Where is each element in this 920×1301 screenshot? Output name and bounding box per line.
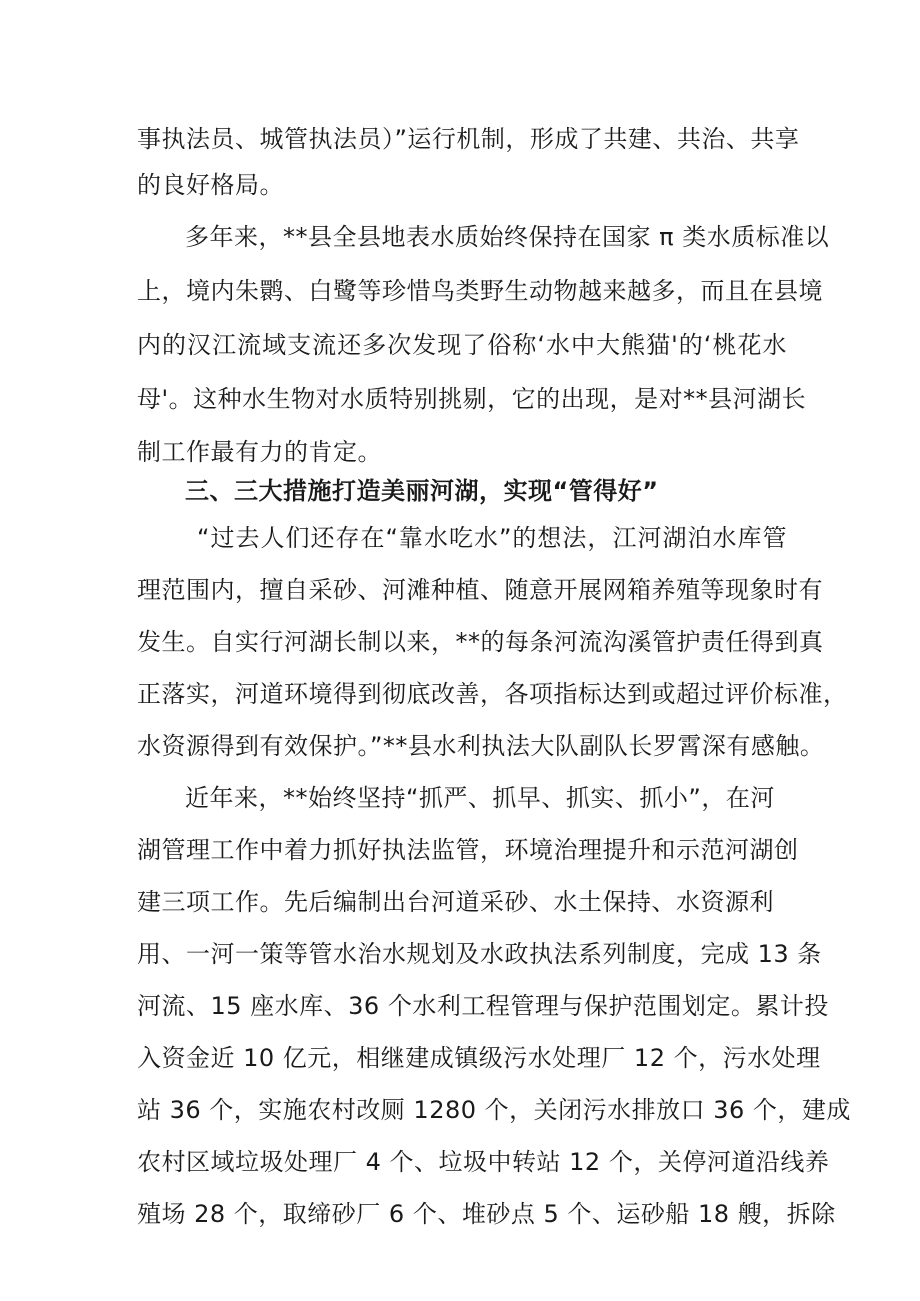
paragraph-3-line-2: 理范围内，擅自采砂、河滩种植、随意开展网箱养殖等现象时有	[137, 576, 823, 604]
paragraph-2-line-5: 制工作最有力的肯定。	[137, 438, 382, 466]
paragraph-1-line-1: 事执法员、城管执法员）”运行机制，形成了共建、共治、共享	[137, 125, 800, 153]
paragraph-4-line-4: 用、一河一策等管水治水规划及水政执法系列制度，完成 13 条	[137, 940, 822, 968]
paragraph-3-line-1: “过去人们还存在“靠水吃水”的想法，江河湖泊水库管	[197, 524, 787, 552]
paragraph-4-line-8: 农村区域垃圾处理厂 4 个、垃圾中转站 12 个，关停河道沿线养	[137, 1148, 830, 1176]
paragraph-2-line-1: 多年来，**县全县地表水质始终保持在国家 π 类水质标准以	[185, 223, 830, 251]
paragraph-2-line-2: 上，境内朱鹮、白鹭等珍惜鸟类野生动物越来越多，而且在县境	[137, 277, 823, 305]
paragraph-3-line-4: 正落实，河道环境得到彻底改善，各项指标达到或超过评价标准，	[137, 680, 848, 708]
paragraph-2-line-4: 母'。这种水生物对水质特别挑剔，它的出现，是对**县河湖长	[137, 385, 807, 413]
paragraph-3-line-3: 发生。自实行河湖长制以来，**的每条河流沟溪管护责任得到真	[137, 628, 824, 656]
section-heading: 三、三大措施打造美丽河湖，实现“管得好”	[185, 477, 659, 505]
paragraph-4-line-9: 殖场 28 个，取缔砂厂 6 个、堆砂点 5 个、运砂船 18 艘，拆除	[137, 1200, 836, 1228]
paragraph-2-line-3: 内的汉江流域支流还多次发现了俗称‘水中大熊猫'的‘桃花水	[137, 331, 787, 359]
paragraph-4-line-6: 入资金近 10 亿元，相继建成镇级污水处理厂 12 个，污水处理	[137, 1044, 821, 1072]
paragraph-1-line-2: 的良好格局。	[137, 171, 284, 199]
paragraph-4-line-3: 建三项工作。先后编制出台河道采砂、水土保持、水资源利	[137, 888, 774, 916]
paragraph-4-line-7: 站 36 个，实施农村改厕 1280 个，关闭污水排放口 36 个，建成	[137, 1096, 851, 1124]
paragraph-4-line-2: 湖管理工作中着力抓好执法监管，环境治理提升和示范河湖创	[137, 836, 799, 864]
paragraph-4-line-5: 河流、15 座水库、36 个水利工程管理与保护范围划定。累计投	[137, 992, 829, 1020]
paragraph-4-line-1: 近年来，**始终坚持“抓严、抓早、抓实、抓小”，在河	[185, 784, 775, 812]
paragraph-3-line-5: 水资源得到有效保护。”**县水利执法大队副队长罗霄深有感触。	[137, 732, 825, 760]
